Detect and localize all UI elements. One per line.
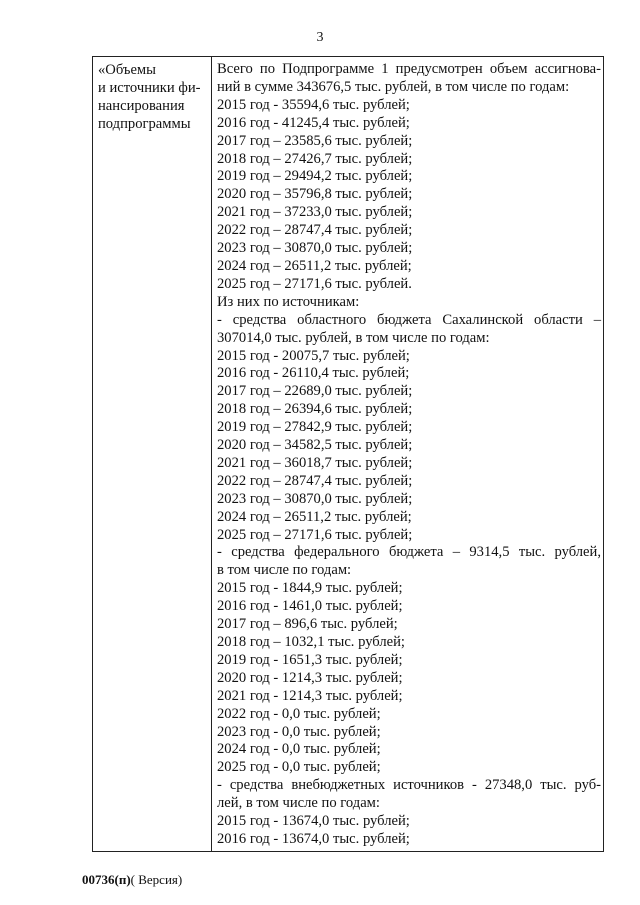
content-line: 2021 год - 1214,3 тыс. рублей; [217, 687, 403, 704]
content-line: 2020 год - 1214,3 тыс. рублей; [217, 669, 403, 686]
content-line: - средства областного бюджета Сахалинской области – [217, 311, 601, 328]
content-line: 2019 год – 27842,9 тыс. рублей; [217, 419, 413, 436]
label-line: «Объемы [98, 62, 156, 78]
column-divider [211, 57, 212, 851]
content-line: 2025 год – 27171,6 тыс. рублей. [217, 275, 412, 292]
content-line: 2015 год - 35594,6 тыс. рублей; [217, 96, 410, 113]
budget-table [92, 56, 604, 852]
content-line: 2025 год – 27171,6 тыс. рублей; [217, 526, 413, 543]
document-version: ( Версия) [130, 872, 183, 887]
content-line: Всего по Подпрограмме 1 предусмотрен объем ассигнова- [217, 61, 601, 77]
content-line: Из них по источникам: [217, 293, 360, 310]
content-line: 2015 год - 13674,0 тыс. рублей; [217, 813, 410, 830]
content-line: 2016 год - 1461,0 тыс. рублей; [217, 598, 403, 615]
content-line: 2017 год – 22689,0 тыс. рублей; [217, 383, 413, 400]
content-line: 2019 год – 29494,2 тыс. рублей; [217, 168, 413, 185]
content-line: ний в сумме 343676,5 тыс. рублей, в том числе по годам: [217, 78, 570, 95]
content-line: 2024 год - 0,0 тыс. рублей; [217, 741, 381, 758]
content-line: 2022 год – 28747,4 тыс. рублей; [217, 222, 413, 239]
page-number: 3 [316, 30, 324, 45]
content-line: лей, в том числе по годам: [217, 795, 380, 812]
label-line: нансирования [98, 98, 185, 114]
label-line: подпрограммы [98, 116, 191, 132]
content-line: 2024 год – 26511,2 тыс. рублей; [217, 257, 412, 274]
content-line: 2023 год - 0,0 тыс. рублей; [217, 723, 381, 740]
content-line: - средства внебюджетных источников - 27348,0 тыс. руб- [217, 777, 601, 794]
content-line: 2020 год – 35796,8 тыс. рублей; [217, 186, 413, 203]
content-line: 2016 год - 13674,0 тыс. рублей; [217, 830, 410, 847]
content-line: 2018 год – 1032,1 тыс. рублей; [217, 634, 405, 650]
document-footer [82, 872, 182, 888]
content-line: 2022 год - 0,0 тыс. рублей; [217, 705, 381, 722]
content-line: 2019 год - 1651,3 тыс. рублей; [217, 651, 403, 668]
content-line: 2021 год – 37233,0 тыс. рублей; [217, 204, 413, 221]
content-line: 2023 год – 30870,0 тыс. рублей; [217, 490, 413, 507]
content-line: 2022 год – 28747,4 тыс. рублей; [217, 472, 413, 489]
label-line: и источники фи- [98, 80, 201, 96]
content-line: 2018 год – 27426,7 тыс. рублей; [217, 150, 413, 167]
content-line: 2016 год - 41245,4 тыс. рублей; [217, 114, 410, 131]
content-line: 307014,0 тыс. рублей, в том числе по годам: [217, 329, 490, 346]
content-line: 2015 год - 20075,7 тыс. рублей; [217, 347, 410, 364]
content-line: 2016 год - 26110,4 тыс. рублей; [217, 365, 410, 382]
content-line: 2017 год – 23585,6 тыс. рублей; [217, 132, 413, 149]
table-content-cell [217, 61, 601, 849]
content-line: 2015 год - 1844,9 тыс. рублей; [217, 580, 403, 597]
document-code: 00736(п) [82, 872, 131, 887]
table-label-cell [98, 61, 208, 133]
content-line: - средства федерального бюджета – 9314,5 тыс. рублей, [217, 544, 601, 561]
content-line: 2021 год – 36018,7 тыс. рублей; [217, 454, 413, 471]
content-line: 2024 год – 26511,2 тыс. рублей; [217, 508, 412, 525]
content-line: 2017 год – 896,6 тыс. рублей; [217, 616, 398, 633]
content-line: 2025 год - 0,0 тыс. рублей; [217, 759, 381, 776]
content-line: 2018 год – 26394,6 тыс. рублей; [217, 401, 413, 418]
content-line: 2023 год – 30870,0 тыс. рублей; [217, 240, 413, 257]
content-line: 2020 год – 34582,5 тыс. рублей; [217, 437, 413, 454]
content-line: в том числе по годам: [217, 562, 352, 579]
